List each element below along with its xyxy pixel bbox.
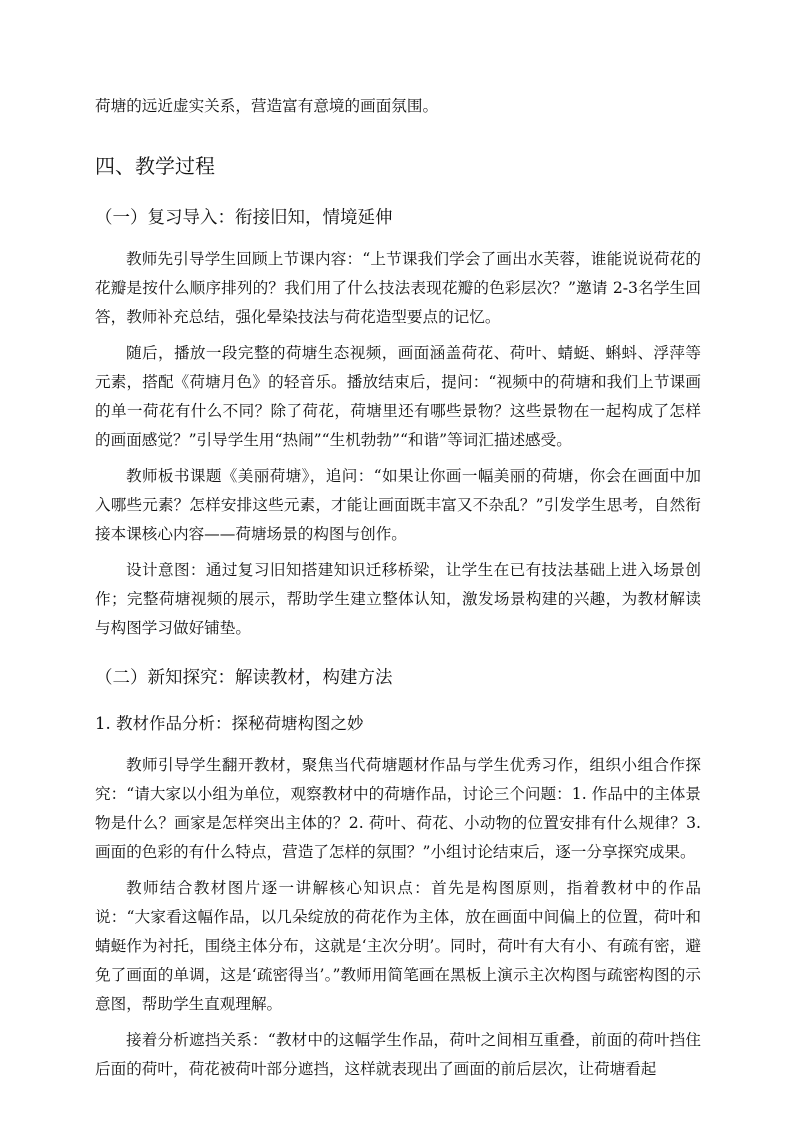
document-page: [95, 92, 701, 1084]
paragraph: 随后，播放一段完整的荷塘生态视频，画面涵盖荷花、荷叶、蜻蜓、蝌蚪、浮萍等元素，搭配《荷塘月色》的轻音乐。播放结束后，提问：“视频中的荷塘和我们上节课画的单一荷花有什么不同？除了荷花，荷塘里还有哪些景物？这些景物在一起构成了怎样的画面感觉？”引导学生用“热闹”“生机勃勃”“和谐”等词汇描述感受。: [95, 344, 701, 449]
subsection-heading-1: （一）复习导入：衔接旧知，情境延伸: [95, 208, 393, 228]
subsection-heading-2: （二）新知探究：解读教材，构建方法: [95, 668, 393, 688]
paragraph: 教师板书课题《美丽荷塘》，追问：“如果让你画一幅美丽的荷塘，你会在画面中加入哪些元素？怎样安排这些元素，才能让画面既丰富又不杂乱？”引发学生思考，自然衔接本课核心内容——荷塘场景的构图与创作。: [95, 467, 701, 543]
paragraph: 教师引导学生翻开教材，聚焦当代荷塘题材作品与学生优秀习作，组织小组合作探究：“请大家以小组为单位，观察教材中的荷塘作品，讨论三个问题：1. 作品中的主体景物是什么？画家是怎样突出主体的？2. 荷叶、荷花、小动物的位置安排有什么规律？3. 画面的色彩的有什么特点，营造了怎样的氛围？”小组讨论结束后，逐一分享探究成果。: [95, 756, 701, 861]
paragraph: 教师结合教材图片逐一讲解核心知识点：首先是构图原则，指着教材中的作品说：“大家看这幅作品，以几朵绽放的荷花作为主体，放在画面中间偏上的位置，荷叶和蜻蜓作为衬托，围绕主体分布，这就是‘主次分明’。同时，荷叶有大有小、有疏有密，避免了画面的单调，这是‘疏密得当’。”教师用简笔画在黑板上演示主次构图与疏密构图的示意图，帮助学生直观理解。: [95, 879, 701, 1013]
paragraph: 教师先引导学生回顾上节课内容：“上节课我们学会了画出水芙蓉，谁能说说荷花的花瓣是按什么顺序排列的？我们用了什么技法表现花瓣的色彩层次？”邀请 2-3名学生回答，教师补充总结，强化晕染技法与荷花造型要点的记忆。: [95, 250, 701, 326]
continuation-text: 荷塘的远近虚实关系，营造富有意境的画面氛围。: [95, 97, 439, 115]
paragraph: 接着分析遮挡关系：“教材中的这幅学生作品，荷叶之间相互重叠，前面的荷叶挡住后面的荷叶，荷花被荷叶部分遮挡，这样就表现出了画面的前后层次，让荷塘看起: [95, 1031, 701, 1078]
item-heading-1: 1. 教材作品分析：探秘荷塘构图之妙: [95, 714, 364, 733]
section-heading: 四、教学过程: [95, 154, 215, 178]
design-intent-paragraph: 设计意图：通过复习旧知搭建知识迁移桥梁，让学生在已有技法基础上进入场景创作；完整荷塘视频的展示，帮助学生建立整体认知，激发场景构建的兴趣，为教材解读与构图学习做好铺垫。: [95, 561, 701, 637]
